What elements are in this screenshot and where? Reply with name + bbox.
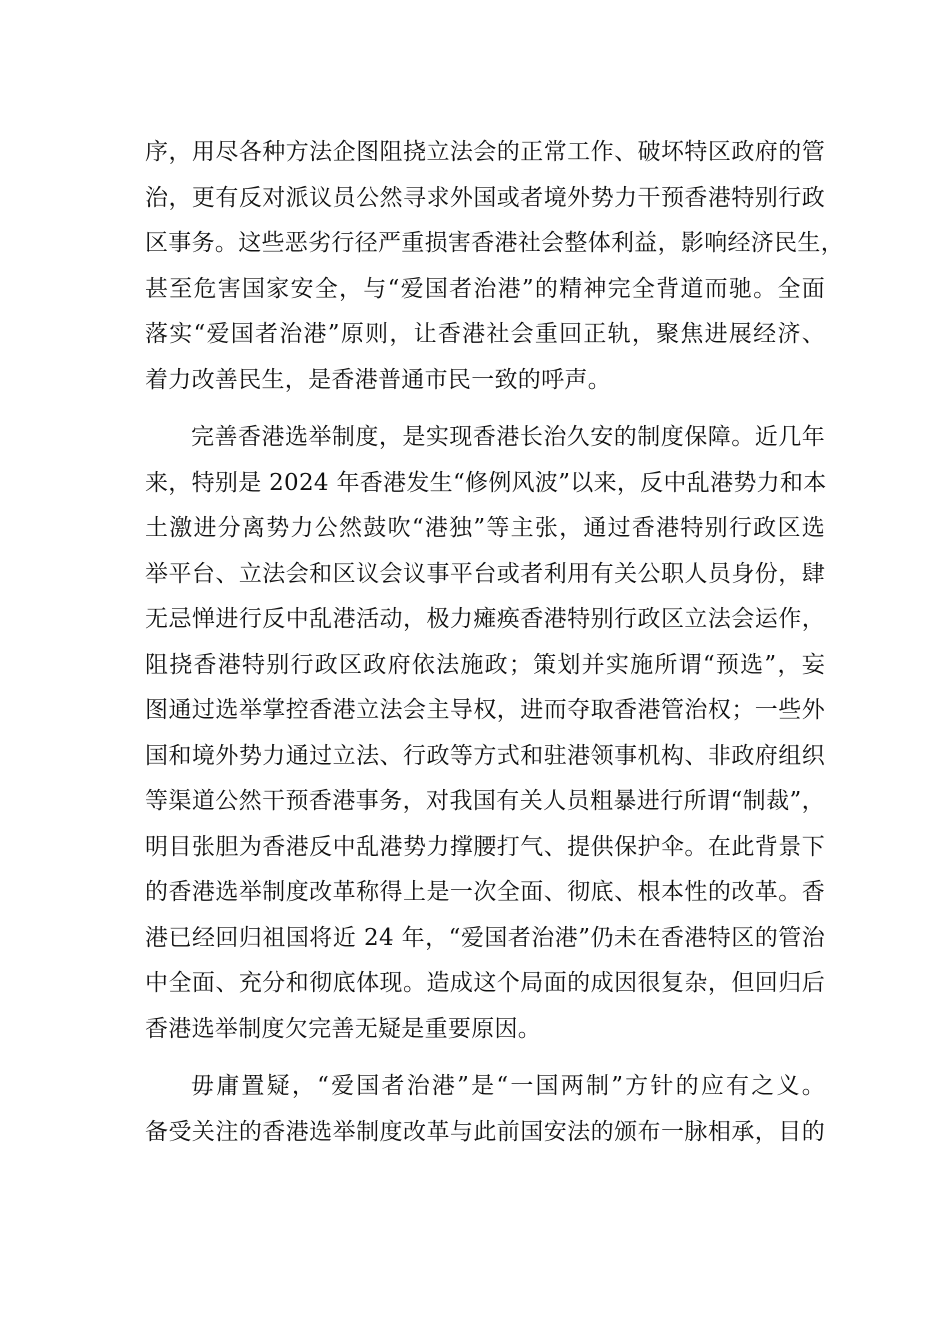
document-body	[145, 130, 844, 1155]
paragraph-1-line-4: 甚至危害国家安全，与“爱国者治港”的精神完全背道而驰。全面	[145, 275, 825, 302]
paragraph-gap	[145, 403, 825, 415]
paragraph-2-line-11: 的香港选举制度改革称得上是一次全面、彻底、根本性的改革。香	[145, 879, 825, 905]
paragraph-2-line-1: 完善香港选举制度，是实现香港长治久安的制度保障。近几年	[191, 424, 825, 450]
paragraph-2-line-5: 无忌惮进行反中乱港活动，极力瘫痪香港特别行政区立法会运作，	[145, 606, 825, 632]
paragraph-2-line-3: 土激进分离势力公然鼓吹“港独”等主张，通过香港特别行政区选	[145, 515, 825, 541]
paragraph-2-line-13: 中全面、充分和彻底体现。造成这个局面的成因很复杂，但回归后	[145, 970, 825, 996]
paragraph-3-line-2: 备受关注的香港选举制度改革与此前国安法的颁布一脉相承，目的	[145, 1118, 825, 1145]
paragraph-2-line-10: 明目张胆为香港反中乱港势力撑腰打气、提供保护伞。在此背景下	[145, 833, 825, 860]
paragraph-1-line-2: 治，更有反对派议员公然寻求外国或者境外势力干预香港特别行政	[145, 184, 825, 211]
paragraph-2-line-12: 港已经回归祖国将近 24 年，“爱国者治港”仍未在香港特区的管治	[145, 924, 825, 951]
paragraph-gap	[145, 1052, 825, 1064]
paragraph-1-line-1: 序，用尽各种方法企图阻挠立法会的正常工作、破坏特区政府的管	[145, 139, 825, 165]
paragraph-2-line-9: 等渠道公然干预香港事务，对我国有关人员粗暴进行所谓“制裁”，	[145, 788, 825, 814]
paragraph-1-line-3: 区事务。这些恶劣行径严重损害香港社会整体利益，影响经济民生，	[145, 230, 844, 256]
paragraph-2-line-8: 国和境外势力通过立法、行政等方式和驻港领事机构、非政府组织	[145, 742, 825, 769]
paragraph-2-line-6: 阻挠香港特别行政区政府依法施政；策划并实施所谓“预选”，妄	[145, 651, 825, 678]
paragraph-1-line-5: 落实“爱国者治港”原则，让香港社会重回正轨，聚焦进展经济、	[145, 321, 825, 347]
paragraph-2-line-7: 图通过选举掌控香港立法会主导权，进而夺取香港管治权；一些外	[145, 697, 825, 723]
paragraph-1-line-6: 着力改善民生，是香港普通市民一致的呼声。	[145, 366, 611, 393]
paragraph-2-line-2: 来，特别是 2024 年香港发生“修例风波”以来，反中乱港势力和本	[145, 469, 827, 496]
paragraph-3-line-1: 毋庸置疑，“爱国者治港”是“一国两制”方针的应有之义。	[191, 1073, 825, 1099]
paragraph-2-line-14: 香港选举制度欠完善无疑是重要原因。	[145, 1015, 542, 1042]
paragraph-2-line-4: 举平台、立法会和区议会议事平台或者利用有关公职人员身份，肆	[145, 560, 825, 587]
